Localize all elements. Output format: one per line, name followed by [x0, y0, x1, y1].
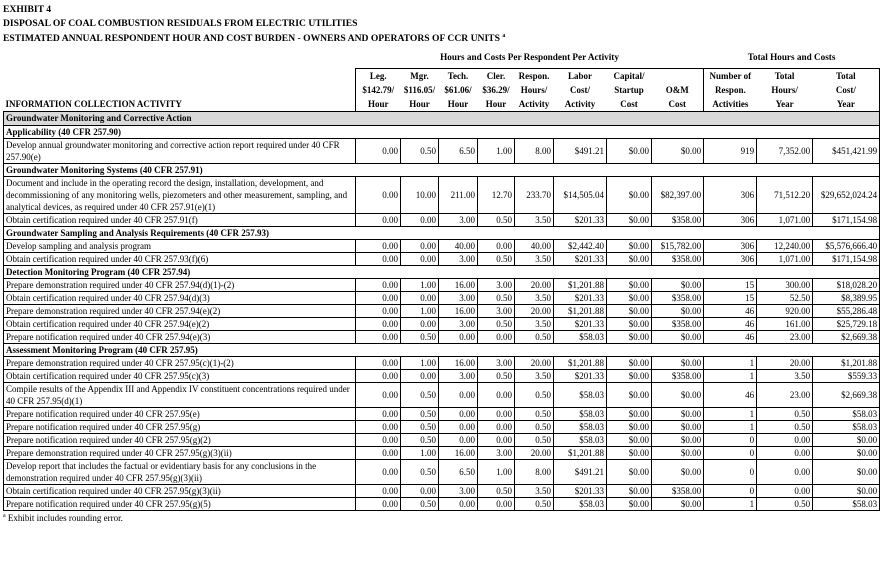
respon-hours-cell: 3.50 [515, 317, 554, 330]
total-hours-cell: 920.00 [757, 304, 813, 317]
num-respondents-cell: 0 [704, 433, 757, 446]
total-cost-cell: $0.00 [813, 459, 880, 484]
om-cost-cell: $0.00 [652, 356, 704, 369]
om-cost-cell: $358.00 [652, 291, 704, 304]
capital-cost-cell: $0.00 [607, 213, 652, 226]
total-hours-cell: 20.00 [757, 356, 813, 369]
table-row [4, 291, 880, 304]
om-cost-cell: $0.00 [652, 304, 704, 317]
cler-cell: 0.00 [478, 330, 515, 343]
cler-cell: 0.50 [478, 369, 515, 382]
capital-cost-cell: $0.00 [607, 138, 652, 163]
mgr-cell: 1.00 [401, 278, 439, 291]
capital-cost-cell: $0.00 [607, 176, 652, 213]
cler-cell: 0.50 [478, 484, 515, 497]
mgr-cell: 0.00 [401, 369, 439, 382]
labor-cost-cell: $1,201.88 [554, 304, 607, 317]
om-cost-cell: $82,397.00 [652, 176, 704, 213]
total-cost-cell: $171,154.98 [813, 252, 880, 265]
tech-cell: 3.00 [439, 484, 478, 497]
leg-cell: 0.00 [356, 278, 401, 291]
respon-hours-cell: 8.00 [515, 138, 554, 163]
tech-cell: 0.00 [439, 497, 478, 510]
subsection-header-row [4, 163, 880, 176]
cler-cell: 0.00 [478, 420, 515, 433]
column-header-capital: Capital/ Startup Cost [607, 68, 652, 111]
total-hours-cell: 52.50 [757, 291, 813, 304]
leg-cell: 0.00 [356, 382, 401, 407]
activity-cell: Prepare demonstration required under 40 CFR 257.94(e)(2) [4, 304, 356, 317]
leg-cell: 0.00 [356, 176, 401, 213]
column-header-tech: Tech. $61.06/ Hour [439, 68, 478, 111]
leg-cell: 0.00 [356, 420, 401, 433]
section-header-row [4, 111, 880, 125]
capital-cost-cell: $0.00 [607, 239, 652, 252]
group-header-blank [4, 46, 356, 69]
leg-cell: 0.00 [356, 138, 401, 163]
labor-cost-cell: $1,201.88 [554, 446, 607, 459]
respon-hours-cell: 20.00 [515, 446, 554, 459]
labor-cost-cell: $58.03 [554, 407, 607, 420]
om-cost-cell: $0.00 [652, 433, 704, 446]
table-row [4, 420, 880, 433]
mgr-cell: 0.00 [401, 317, 439, 330]
mgr-cell: 0.50 [401, 407, 439, 420]
subsection-title: Assessment Monitoring Program (40 CFR 257.95) [4, 343, 880, 356]
respon-hours-cell: 0.50 [515, 382, 554, 407]
respon-hours-cell: 40.00 [515, 239, 554, 252]
mgr-cell: 0.50 [401, 433, 439, 446]
column-header-total-hours: Total Hours/ Year [757, 68, 813, 111]
cler-cell: 3.00 [478, 446, 515, 459]
labor-cost-cell: $58.03 [554, 382, 607, 407]
total-cost-cell: $559.33 [813, 369, 880, 382]
exhibit-subtitle [3, 30, 879, 46]
tech-cell: 6.50 [439, 138, 478, 163]
om-cost-cell: $15,782.00 [652, 239, 704, 252]
activity-cell: Document and include in the operating record the design, installation, development, and decommissioning of any monitoring wells, piezometers and other measurement, sampling, and analytical devices, as required under 40 CFR 257.91(e)(1) [4, 176, 356, 213]
respon-hours-cell: 20.00 [515, 304, 554, 317]
column-header-cler: Cler. $36.29/ Hour [478, 68, 515, 111]
total-hours-cell: 0.00 [757, 433, 813, 446]
cler-cell: 0.00 [478, 407, 515, 420]
subsection-header-row [4, 226, 880, 239]
total-hours-cell: 0.00 [757, 459, 813, 484]
cler-cell: 0.00 [478, 433, 515, 446]
cler-cell: 0.00 [478, 497, 515, 510]
table-row [4, 317, 880, 330]
num-respondents-cell: 306 [704, 252, 757, 265]
activity-cell: Obtain certification required under 40 CFR 257.94(e)(2) [4, 317, 356, 330]
leg-cell: 0.00 [356, 433, 401, 446]
table-row [4, 213, 880, 226]
total-cost-cell: $18,028.20 [813, 278, 880, 291]
tech-cell: 211.00 [439, 176, 478, 213]
footnote-text: Exhibit includes rounding error. [7, 512, 123, 523]
tech-cell: 0.00 [439, 420, 478, 433]
mgr-cell: 10.00 [401, 176, 439, 213]
respon-hours-cell: 20.00 [515, 356, 554, 369]
activity-cell: Develop report that includes the factual or evidentiary basis for any conclusions in the demonstration required under 40 CFR 257.95(g)(3)(ii) [4, 459, 356, 484]
section-title: Groundwater Monitoring and Corrective Action [4, 111, 880, 125]
total-cost-cell: $58.03 [813, 407, 880, 420]
subsection-header-row [4, 265, 880, 278]
table-row [4, 369, 880, 382]
om-cost-cell: $0.00 [652, 420, 704, 433]
om-cost-cell: $0.00 [652, 407, 704, 420]
column-header-respon: Respon. Hours/ Activity [515, 68, 554, 111]
capital-cost-cell: $0.00 [607, 317, 652, 330]
labor-cost-cell: $201.33 [554, 369, 607, 382]
labor-cost-cell: $201.33 [554, 291, 607, 304]
mgr-cell: 0.50 [401, 420, 439, 433]
capital-cost-cell: $0.00 [607, 459, 652, 484]
tech-cell: 6.50 [439, 459, 478, 484]
om-cost-cell: $358.00 [652, 317, 704, 330]
activity-cell: Prepare demonstration required under 40 CFR 257.95(g)(3)(ii) [4, 446, 356, 459]
column-header-om: O&M Cost [652, 68, 704, 111]
leg-cell: 0.00 [356, 291, 401, 304]
capital-cost-cell: $0.00 [607, 278, 652, 291]
total-cost-cell: $1,201.88 [813, 356, 880, 369]
cler-cell: 0.50 [478, 252, 515, 265]
tech-cell: 0.00 [439, 382, 478, 407]
mgr-cell: 0.00 [401, 484, 439, 497]
mgr-cell: 1.00 [401, 446, 439, 459]
labor-cost-cell: $1,201.88 [554, 356, 607, 369]
total-cost-cell: $171,154.98 [813, 213, 880, 226]
cler-cell: 3.00 [478, 304, 515, 317]
respon-hours-cell: 233.70 [515, 176, 554, 213]
num-respondents-cell: 0 [704, 484, 757, 497]
labor-cost-cell: $491.21 [554, 138, 607, 163]
num-respondents-cell: 306 [704, 239, 757, 252]
labor-cost-cell: $58.03 [554, 497, 607, 510]
total-cost-cell: $29,652,024.24 [813, 176, 880, 213]
leg-cell: 0.00 [356, 369, 401, 382]
total-hours-cell: 0.50 [757, 497, 813, 510]
total-hours-cell: 1,071.00 [757, 213, 813, 226]
labor-cost-cell: $491.21 [554, 459, 607, 484]
activity-cell: Obtain certification required under 40 CFR 257.93(f)(6) [4, 252, 356, 265]
total-hours-cell: 0.00 [757, 484, 813, 497]
table-row [4, 459, 880, 484]
subtitle-footnote-marker: a [502, 33, 506, 39]
num-respondents-cell: 919 [704, 138, 757, 163]
leg-cell: 0.00 [356, 484, 401, 497]
capital-cost-cell: $0.00 [607, 304, 652, 317]
respon-hours-cell: 0.50 [515, 433, 554, 446]
subsection-title: Applicability (40 CFR 257.90) [4, 125, 880, 138]
footnote [3, 513, 879, 523]
om-cost-cell: $0.00 [652, 330, 704, 343]
tech-cell: 40.00 [439, 239, 478, 252]
labor-cost-cell: $58.03 [554, 433, 607, 446]
activity-cell: Prepare notification required under 40 CFR 257.95(g)(2) [4, 433, 356, 446]
total-cost-cell: $58.03 [813, 497, 880, 510]
cler-cell: 0.50 [478, 291, 515, 304]
table-row [4, 497, 880, 510]
tech-cell: 16.00 [439, 278, 478, 291]
respon-hours-cell: 3.50 [515, 484, 554, 497]
column-header-activity: INFORMATION COLLECTION ACTIVITY [5, 98, 182, 109]
om-cost-cell: $358.00 [652, 369, 704, 382]
total-hours-cell: 0.00 [757, 446, 813, 459]
labor-cost-cell: $201.33 [554, 484, 607, 497]
exhibit-label: EXHIBIT 4 [3, 4, 52, 15]
mgr-cell: 0.00 [401, 252, 439, 265]
capital-cost-cell: $0.00 [607, 433, 652, 446]
total-cost-cell: $0.00 [813, 484, 880, 497]
subsection-header-row [4, 125, 880, 138]
om-cost-cell: $0.00 [652, 278, 704, 291]
num-respondents-cell: 0 [704, 446, 757, 459]
cler-cell: 0.50 [478, 317, 515, 330]
mgr-cell: 0.00 [401, 213, 439, 226]
cler-cell: 0.50 [478, 213, 515, 226]
activity-cell: Prepare demonstration required under 40 CFR 257.94(d)(1)-(2) [4, 278, 356, 291]
mgr-cell: 0.00 [401, 291, 439, 304]
capital-cost-cell: $0.00 [607, 356, 652, 369]
activity-cell: Develop sampling and analysis program [4, 239, 356, 252]
total-cost-cell: $2,669.38 [813, 382, 880, 407]
mgr-cell: 1.00 [401, 304, 439, 317]
total-hours-cell: 1,071.00 [757, 252, 813, 265]
activity-cell: Prepare demonstration required under 40 CFR 257.95(c)(1)-(2) [4, 356, 356, 369]
mgr-cell: 0.50 [401, 497, 439, 510]
mgr-cell: 0.50 [401, 138, 439, 163]
respon-hours-cell: 3.50 [515, 213, 554, 226]
num-respondents-cell: 1 [704, 369, 757, 382]
total-cost-cell: $0.00 [813, 446, 880, 459]
tech-cell: 3.00 [439, 252, 478, 265]
total-cost-cell: $2,669.38 [813, 330, 880, 343]
mgr-cell: 0.50 [401, 382, 439, 407]
table-body [4, 111, 880, 510]
tech-cell: 3.00 [439, 369, 478, 382]
num-respondents-cell: 306 [704, 176, 757, 213]
burden-table [3, 46, 880, 511]
total-hours-cell: 0.50 [757, 420, 813, 433]
table-row [4, 446, 880, 459]
respon-hours-cell: 0.50 [515, 497, 554, 510]
table-row [4, 252, 880, 265]
respon-hours-cell: 0.50 [515, 407, 554, 420]
capital-cost-cell: $0.00 [607, 420, 652, 433]
table-row [4, 382, 880, 407]
leg-cell: 0.00 [356, 239, 401, 252]
total-cost-cell: $5,576,666.40 [813, 239, 880, 252]
num-respondents-cell: 1 [704, 356, 757, 369]
capital-cost-cell: $0.00 [607, 330, 652, 343]
column-header-leg: Leg. $142.79/ Hour [356, 68, 401, 111]
table-row [4, 433, 880, 446]
num-respondents-cell: 46 [704, 330, 757, 343]
activity-cell: Obtain certification required under 40 CFR 257.91(f) [4, 213, 356, 226]
capital-cost-cell: $0.00 [607, 484, 652, 497]
om-cost-cell: $0.00 [652, 138, 704, 163]
cler-cell: 0.00 [478, 239, 515, 252]
tech-cell: 0.00 [439, 433, 478, 446]
labor-cost-cell: $2,442.40 [554, 239, 607, 252]
labor-cost-cell: $1,201.88 [554, 278, 607, 291]
exhibit-subtitle-text: ESTIMATED ANNUAL RESPONDENT HOUR AND COST BURDEN - OWNERS AND OPERATORS OF CCR UNITS [3, 33, 500, 45]
tech-cell: 16.00 [439, 304, 478, 317]
mgr-cell: 0.50 [401, 459, 439, 484]
total-hours-cell: 300.00 [757, 278, 813, 291]
group-header-row [4, 46, 880, 69]
num-respondents-cell: 306 [704, 213, 757, 226]
num-respondents-cell: 1 [704, 497, 757, 510]
respon-hours-cell: 0.50 [515, 420, 554, 433]
activity-cell: Prepare notification required under 40 CFR 257.94(e)(3) [4, 330, 356, 343]
activity-cell: Obtain certification required under 40 CFR 257.94(d)(3) [4, 291, 356, 304]
cler-cell: 3.00 [478, 356, 515, 369]
mgr-cell: 0.00 [401, 239, 439, 252]
column-header-row [4, 68, 880, 111]
tech-cell: 0.00 [439, 407, 478, 420]
subsection-title: Groundwater Sampling and Analysis Requirements (40 CFR 257.93) [4, 226, 880, 239]
om-cost-cell: $358.00 [652, 252, 704, 265]
exhibit-title: DISPOSAL OF COAL COMBUSTION RESIDUALS FROM ELECTRIC UTILITIES [3, 17, 358, 29]
table-row [4, 278, 880, 291]
total-hours-cell: 3.50 [757, 369, 813, 382]
cler-cell: 12.70 [478, 176, 515, 213]
num-respondents-cell: 0 [704, 459, 757, 484]
respon-hours-cell: 3.50 [515, 291, 554, 304]
leg-cell: 0.00 [356, 252, 401, 265]
table-row [4, 304, 880, 317]
leg-cell: 0.00 [356, 407, 401, 420]
leg-cell: 0.00 [356, 330, 401, 343]
subsection-title: Detection Monitoring Program (40 CFR 257.94) [4, 265, 880, 278]
table-row [4, 239, 880, 252]
capital-cost-cell: $0.00 [607, 252, 652, 265]
total-cost-cell: $8,389.95 [813, 291, 880, 304]
activity-cell: Develop annual groundwater monitoring and corrective action report required under 40 CFR 257.90(e) [4, 138, 356, 163]
activity-cell: Prepare notification required under 40 CFR 257.95(g) [4, 420, 356, 433]
total-hours-cell: 0.50 [757, 407, 813, 420]
activity-cell: Obtain certification required under 40 CFR 257.95(c)(3) [4, 369, 356, 382]
capital-cost-cell: $0.00 [607, 382, 652, 407]
leg-cell: 0.00 [356, 497, 401, 510]
subsection-header-row [4, 343, 880, 356]
total-hours-cell: 71,512.20 [757, 176, 813, 213]
leg-cell: 0.00 [356, 304, 401, 317]
leg-cell: 0.00 [356, 356, 401, 369]
labor-cost-cell: $201.33 [554, 213, 607, 226]
leg-cell: 0.00 [356, 459, 401, 484]
activity-cell: Compile results of the Appendix III and Appendix IV constituent concentrations required under 40 CFR 257.95(d)(1) [4, 382, 356, 407]
respon-hours-cell: 0.50 [515, 330, 554, 343]
respon-hours-cell: 20.00 [515, 278, 554, 291]
respon-hours-cell: 3.50 [515, 369, 554, 382]
group-header-totals: Total Hours and Costs [747, 51, 836, 62]
num-respondents-cell: 15 [704, 291, 757, 304]
capital-cost-cell: $0.00 [607, 497, 652, 510]
total-cost-cell: $0.00 [813, 433, 880, 446]
capital-cost-cell: $0.00 [607, 369, 652, 382]
tech-cell: 3.00 [439, 213, 478, 226]
tech-cell: 0.00 [439, 330, 478, 343]
mgr-cell: 1.00 [401, 356, 439, 369]
cler-cell: 0.00 [478, 382, 515, 407]
column-header-labor: Labor Cost/ Activity [554, 68, 607, 111]
respon-hours-cell: 8.00 [515, 459, 554, 484]
group-header-per-respondent: Hours and Costs Per Respondent Per Activity [440, 51, 619, 62]
om-cost-cell: $0.00 [652, 459, 704, 484]
activity-cell: Prepare notification required under 40 CFR 257.95(g)(5) [4, 497, 356, 510]
total-cost-cell: $58.03 [813, 420, 880, 433]
activity-cell: Prepare notification required under 40 CFR 257.95(e) [4, 407, 356, 420]
leg-cell: 0.00 [356, 317, 401, 330]
labor-cost-cell: $14,505.04 [554, 176, 607, 213]
om-cost-cell: $0.00 [652, 382, 704, 407]
num-respondents-cell: 1 [704, 420, 757, 433]
num-respondents-cell: 1 [704, 407, 757, 420]
tech-cell: 16.00 [439, 356, 478, 369]
total-cost-cell: $451,421.99 [813, 138, 880, 163]
labor-cost-cell: $58.03 [554, 420, 607, 433]
tech-cell: 3.00 [439, 291, 478, 304]
om-cost-cell: $0.00 [652, 446, 704, 459]
om-cost-cell: $0.00 [652, 497, 704, 510]
column-header-num-resp: Number of Respon. Activities [704, 68, 757, 111]
num-respondents-cell: 15 [704, 278, 757, 291]
activity-cell: Obtain certification required under 40 CFR 257.95(g)(3)(ii) [4, 484, 356, 497]
footnote-marker: a [3, 512, 6, 519]
total-hours-cell: 7,352.00 [757, 138, 813, 163]
om-cost-cell: $358.00 [652, 213, 704, 226]
num-respondents-cell: 46 [704, 317, 757, 330]
om-cost-cell: $358.00 [652, 484, 704, 497]
total-cost-cell: $55,286.48 [813, 304, 880, 317]
capital-cost-cell: $0.00 [607, 407, 652, 420]
labor-cost-cell: $201.33 [554, 317, 607, 330]
column-header-total-cost: Total Cost/ Year [813, 68, 880, 111]
total-hours-cell: 161.00 [757, 317, 813, 330]
total-cost-cell: $25,729.18 [813, 317, 880, 330]
tech-cell: 16.00 [439, 446, 478, 459]
table-row [4, 138, 880, 163]
total-hours-cell: 12,240.00 [757, 239, 813, 252]
num-respondents-cell: 46 [704, 382, 757, 407]
capital-cost-cell: $0.00 [607, 446, 652, 459]
table-row [4, 407, 880, 420]
labor-cost-cell: $58.03 [554, 330, 607, 343]
labor-cost-cell: $201.33 [554, 252, 607, 265]
table-row [4, 484, 880, 497]
column-header-mgr: Mgr. $116.05/ Hour [401, 68, 439, 111]
table-row [4, 176, 880, 213]
table-row [4, 330, 880, 343]
total-hours-cell: 23.00 [757, 330, 813, 343]
cler-cell: 3.00 [478, 278, 515, 291]
leg-cell: 0.00 [356, 213, 401, 226]
num-respondents-cell: 46 [704, 304, 757, 317]
subsection-title: Groundwater Monitoring Systems (40 CFR 257.91) [4, 163, 880, 176]
cler-cell: 1.00 [478, 138, 515, 163]
mgr-cell: 0.50 [401, 330, 439, 343]
tech-cell: 3.00 [439, 317, 478, 330]
cler-cell: 1.00 [478, 459, 515, 484]
table-row [4, 356, 880, 369]
total-hours-cell: 23.00 [757, 382, 813, 407]
respon-hours-cell: 3.50 [515, 252, 554, 265]
capital-cost-cell: $0.00 [607, 291, 652, 304]
leg-cell: 0.00 [356, 446, 401, 459]
